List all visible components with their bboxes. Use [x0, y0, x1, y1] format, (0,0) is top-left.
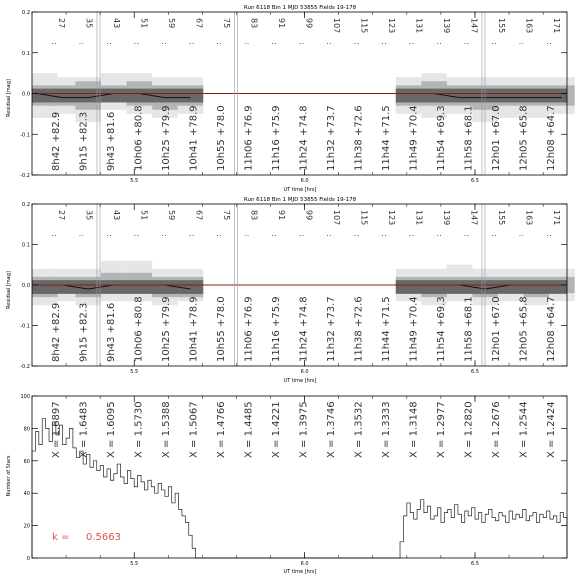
x-tick-label: 5.5 [130, 561, 139, 567]
time-label: 11h16 +75.9 [271, 296, 282, 362]
time-label: 10h06 +80.8 [133, 105, 145, 171]
field-label: 123 [387, 18, 396, 34]
time-label: 11h54 +69.3 [436, 296, 447, 362]
airmass-label: X = 1.4221 [271, 401, 282, 458]
field-label: 163 [524, 210, 534, 226]
time-label: 11h49 +70.4 [408, 296, 420, 362]
y-tick-label: 40 [23, 491, 30, 498]
field-colon: : [160, 234, 169, 237]
x-tick-label: 6.0 [300, 178, 309, 184]
y-tick-label: -0.1 [20, 132, 30, 139]
x-axis-label: UT time [hrs] [283, 187, 317, 193]
time-label: 11h06 +76.9 [243, 296, 255, 362]
time-label: 11h16 +75.9 [271, 105, 282, 171]
field-colon: : [297, 42, 307, 45]
time-label: 11h32 +73.7 [326, 105, 337, 171]
time-label: 12h05 +65.8 [518, 105, 530, 171]
airmass-label: X = 1.3746 [326, 401, 337, 458]
y-axis-label: Residual [mag] [6, 271, 12, 309]
airmass-label: X = 1.2544 [518, 401, 530, 458]
time-label: 11h38 +72.6 [353, 105, 365, 171]
y-axis-label: Residual [mag] [6, 79, 12, 117]
field-label: 75 [222, 210, 231, 221]
x-tick-label: 6.5 [471, 561, 479, 567]
y-tick-label: -0.1 [20, 323, 30, 330]
time-label: 9h43 +81.6 [106, 111, 117, 171]
field-colon: : [187, 42, 197, 45]
airmass-label: X = 1.2424 [546, 401, 557, 458]
time-label: 10h25 +79.9 [161, 296, 172, 362]
airmass-label: X = 1.3333 [381, 401, 392, 458]
airmass-label: X = 1.5730 [133, 401, 145, 458]
airmass-label: X = 1.3532 [353, 401, 365, 458]
field-label: 75 [222, 18, 231, 29]
field-colon: : [517, 42, 527, 45]
field-colon: : [325, 42, 334, 45]
field-colon: : [105, 234, 114, 237]
field-label: 107 [332, 18, 341, 34]
time-label: 8h42 +82.9 [51, 111, 62, 171]
airmass-label: X = 1.6897 [51, 401, 62, 458]
field-label: 155 [497, 18, 506, 34]
field-colon: : [242, 234, 252, 237]
field-colon: : [215, 234, 224, 237]
field-label: 67 [194, 18, 204, 29]
field-colon: : [215, 42, 224, 45]
field-colon: : [160, 42, 169, 45]
field-colon: : [132, 234, 142, 237]
field-label: 83 [249, 18, 259, 29]
time-label: 11h58 +68.1 [463, 105, 475, 171]
field-colon: : [105, 42, 114, 45]
airmass-label: X = 1.2977 [436, 401, 447, 458]
field-label: 131 [414, 210, 424, 226]
k-label: k = [52, 532, 70, 543]
time-label: 10h25 +79.9 [161, 105, 172, 171]
y-tick-label: 100 [20, 394, 30, 400]
field-colon: : [490, 42, 499, 45]
field-label: 35 [84, 210, 94, 221]
time-label: 11h44 +71.5 [381, 105, 392, 171]
field-label: 43 [112, 18, 121, 29]
y-tick-label: 80 [23, 426, 30, 433]
airmass-label: X = 1.3148 [408, 401, 420, 458]
field-label: 27 [57, 210, 66, 221]
time-label: 9h15 +82.3 [78, 302, 90, 362]
field-colon: : [50, 42, 59, 45]
y-tick-label: 60 [23, 458, 30, 465]
airmass-label: X = 1.2820 [463, 401, 475, 458]
time-label: 12h01 +67.0 [491, 296, 502, 362]
x-axis-label: UT time [hrs] [283, 569, 317, 575]
time-label: 11h32 +73.7 [326, 296, 337, 362]
field-colon: : [435, 234, 444, 237]
panel-title: Run 6118 Bin 1 MJD 53855 Fields 19-178 [243, 197, 357, 203]
field-label: 35 [84, 18, 94, 29]
time-label: 12h08 +64.7 [546, 296, 557, 362]
x-tick-label: 5.5 [130, 178, 139, 184]
time-label: 11h58 +68.1 [463, 296, 475, 362]
airmass-label: X = 1.5388 [161, 401, 172, 458]
field-colon: : [380, 234, 389, 237]
y-tick-label: -0.2 [20, 364, 30, 370]
airmass-label: X = 1.4766 [216, 401, 227, 458]
field-colon: : [297, 234, 307, 237]
field-label: 99 [304, 210, 314, 221]
field-label: 51 [139, 210, 149, 221]
time-label: 10h06 +80.8 [133, 296, 145, 362]
field-label: 115 [359, 18, 369, 34]
residual-panel-middle [6, 197, 575, 384]
time-label: 12h08 +64.7 [546, 105, 557, 171]
field-label: 139 [442, 18, 451, 34]
field-colon: : [77, 42, 87, 45]
core-band [396, 89, 567, 103]
time-label: 10h41 +78.9 [188, 105, 200, 171]
field-label: 99 [304, 18, 314, 29]
y-tick-label: 0.0 [22, 91, 30, 98]
field-label: 59 [167, 210, 176, 221]
time-label: 11h24 +74.8 [298, 296, 310, 362]
airmass-label: X = 1.5067 [188, 401, 200, 458]
y-tick-label: 0.1 [22, 242, 30, 249]
field-colon: : [352, 42, 362, 45]
field-colon: : [407, 234, 417, 237]
star-count-panel [6, 394, 567, 575]
field-colon: : [517, 234, 527, 237]
time-label: 10h55 +78.0 [216, 296, 227, 362]
field-colon: : [545, 42, 554, 45]
y-tick-label: 0 [26, 556, 30, 562]
field-label: 27 [57, 18, 66, 29]
field-label: 147 [469, 18, 479, 34]
plot-area [20, 202, 574, 375]
panel-title: Run 6118 Bin 1 MJD 53855 Fields 19-178 [243, 5, 357, 11]
time-label: 11h38 +72.6 [353, 296, 365, 362]
x-tick-label: 6.0 [300, 561, 309, 567]
plot-area [20, 10, 574, 184]
time-label: 11h24 +74.8 [298, 105, 310, 171]
y-tick-label: -0.2 [20, 173, 30, 179]
field-colon: : [462, 42, 472, 45]
time-label: 11h49 +70.4 [408, 105, 420, 171]
field-colon: : [270, 234, 279, 237]
time-label: 12h05 +65.8 [518, 296, 530, 362]
residual-panel-top [6, 5, 575, 193]
airmass-label: X = 1.6483 [78, 401, 90, 458]
time-label: 12h01 +67.0 [491, 105, 502, 171]
field-label: 163 [524, 18, 534, 34]
time-label: 11h44 +71.5 [381, 296, 392, 362]
field-label: 115 [359, 210, 369, 226]
time-label: 10h41 +78.9 [188, 296, 200, 362]
field-label: 131 [414, 18, 424, 34]
time-label: 9h15 +82.3 [78, 111, 90, 171]
field-colon: : [490, 234, 499, 237]
field-colon: : [545, 234, 554, 237]
field-label: 83 [249, 210, 259, 221]
field-label: 67 [194, 210, 204, 221]
field-label: 107 [332, 210, 341, 226]
airmass-label: X = 1.6095 [106, 401, 117, 458]
airmass-label: X = 1.3975 [298, 401, 310, 458]
field-colon: : [50, 234, 59, 237]
count-histogram [397, 500, 567, 558]
field-colon: : [77, 234, 87, 237]
field-label: 171 [552, 18, 561, 34]
x-axis-label: UT time [hrs] [283, 378, 317, 384]
y-tick-label: 20 [23, 523, 30, 530]
time-label: 10h55 +78.0 [216, 105, 227, 171]
y-tick-label: 0.1 [22, 50, 30, 57]
time-label: 11h54 +69.3 [436, 105, 447, 171]
field-colon: : [407, 42, 417, 45]
field-label: 123 [387, 210, 396, 226]
field-colon: : [270, 42, 279, 45]
field-colon: : [435, 42, 444, 45]
field-colon: : [187, 234, 197, 237]
y-tick-label: 0.0 [22, 283, 30, 289]
y-tick-label: 0.2 [22, 10, 30, 16]
x-tick-label: 6.5 [471, 178, 479, 184]
x-tick-label: 5.5 [130, 369, 139, 375]
field-colon: : [242, 42, 252, 45]
field-label: 147 [469, 210, 479, 226]
airmass-label: X = 1.2676 [491, 401, 502, 458]
time-label: 11h06 +76.9 [243, 105, 255, 171]
time-label: 9h43 +81.6 [106, 302, 117, 362]
core-band [396, 280, 567, 294]
airmass-label: X = 1.4485 [243, 401, 255, 458]
k-value: 0.5663 [86, 532, 121, 543]
x-tick-label: 6.5 [471, 369, 479, 375]
y-axis-label: Number of Stars [6, 455, 12, 497]
field-colon: : [132, 42, 142, 45]
field-label: 51 [139, 18, 149, 29]
core-band [32, 89, 203, 103]
field-label: 91 [277, 210, 286, 221]
field-label: 91 [277, 18, 286, 29]
field-label: 139 [442, 210, 451, 226]
y-tick-label: 0.2 [22, 202, 30, 208]
field-colon: : [352, 234, 362, 237]
time-label: 8h42 +82.9 [51, 302, 62, 362]
field-colon: : [325, 234, 334, 237]
field-label: 59 [167, 18, 176, 29]
field-label: 171 [552, 210, 561, 226]
field-label: 155 [497, 210, 506, 226]
field-label: 43 [112, 210, 121, 221]
field-colon: : [462, 234, 472, 237]
field-colon: : [380, 42, 389, 45]
x-tick-label: 6.0 [300, 369, 309, 375]
